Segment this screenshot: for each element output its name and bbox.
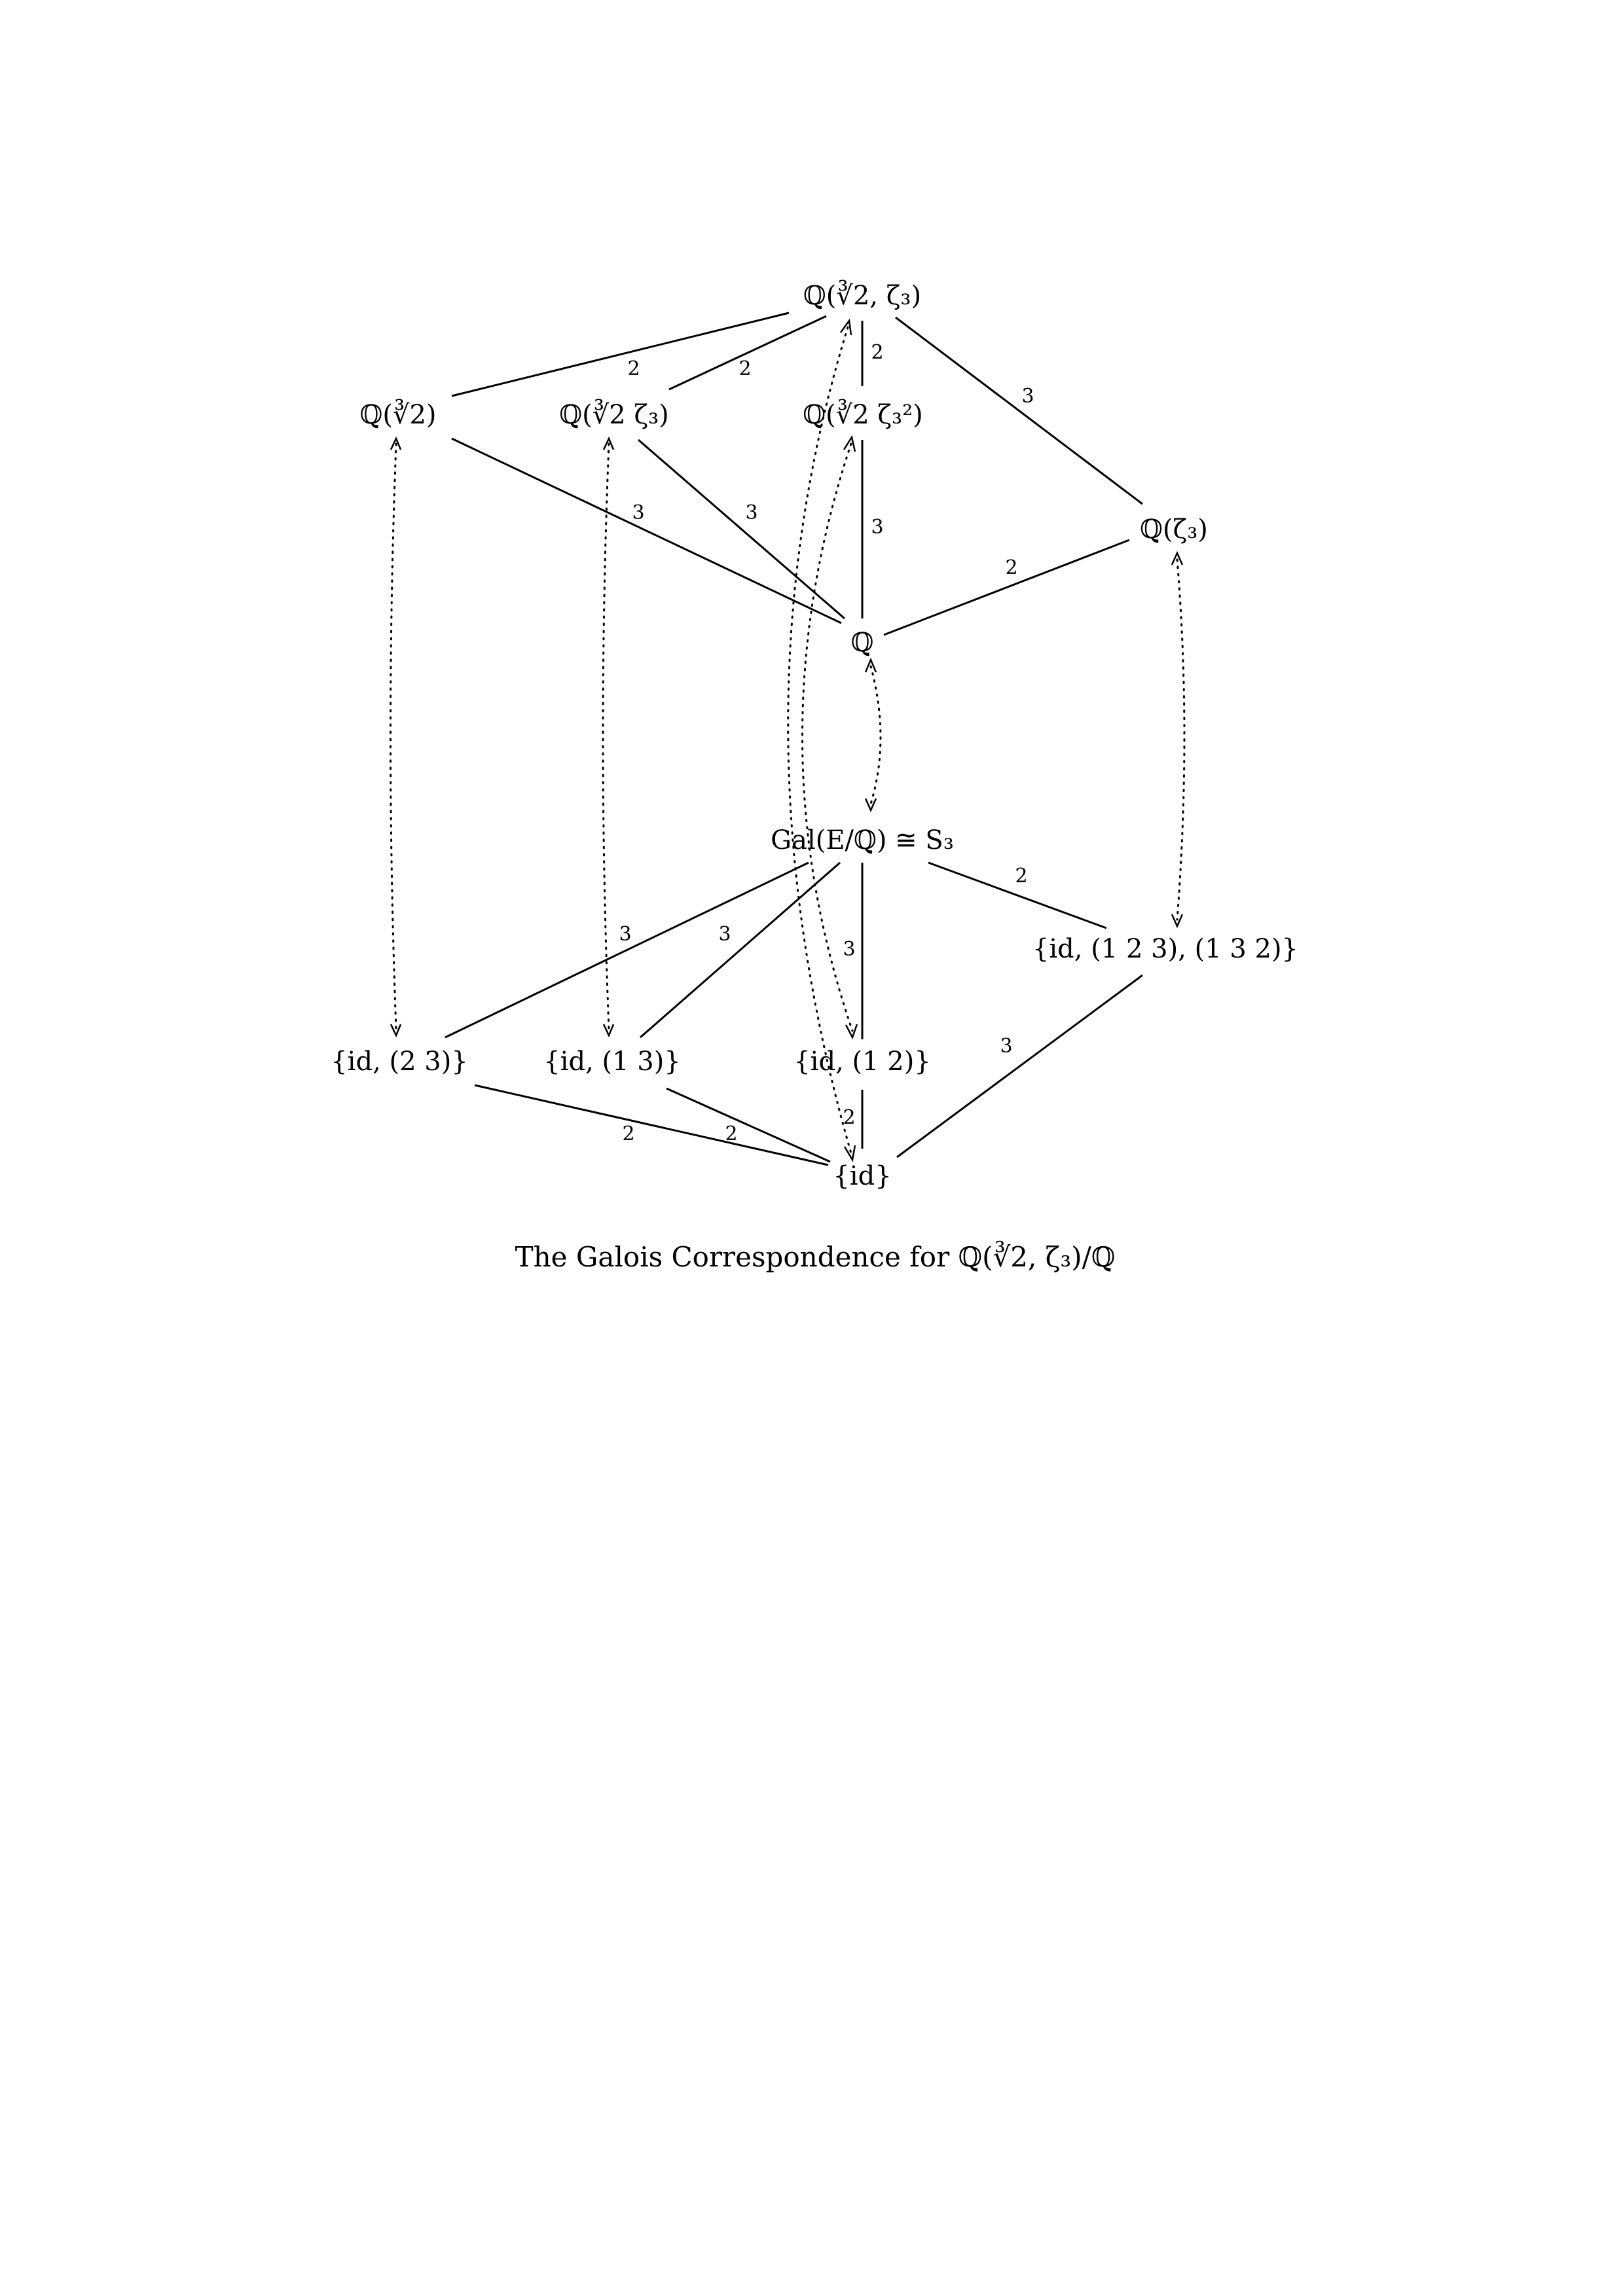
degree-label: 2 [739,357,752,380]
edge-g13-triv [666,1088,830,1162]
degree-label: 2 [622,1122,635,1145]
group-lattice-edges [445,863,1142,1165]
arrowhead-up-icon [841,321,851,335]
degree-label: 2 [627,357,640,380]
group-full-node: Gal(E/ℚ) ≅ S₃ [771,825,954,855]
degree-label: 2 [1015,865,1028,888]
group-trivial-node: {id} [833,1161,892,1191]
degree-labels [619,341,1034,1145]
field-cbrt2-zeta-node: ℚ(∛2 ζ₃) [559,400,669,430]
group-g23-node: {id, (2 3)} [331,1047,468,1077]
corr-cbrt2-g23 [391,444,397,1029]
edge-a3-triv [897,975,1142,1157]
degree-label: 3 [632,501,645,524]
edge-top-cbrt2 [452,313,789,396]
degree-label: 3 [871,516,884,539]
edge-zeta-base [884,540,1129,635]
edge-g23-triv [475,1085,828,1165]
degree-label: 3 [718,923,731,946]
edge-top-zeta [896,317,1142,504]
arrowhead-up-icon [844,437,855,452]
group-nodes [331,825,1298,1191]
figure-caption: The Galois Correspondence for ℚ(∛2, ζ₃)/ℚ [515,1241,1116,1273]
field-zeta-node: ℚ(ζ₃) [1140,514,1208,545]
degree-label: 3 [843,938,856,961]
field-top-node: ℚ(∛2, ζ₃) [803,281,922,311]
degree-label: 2 [843,1106,856,1129]
field-cbrt2-zeta2-node: ℚ(∛2 ζ₃²) [803,400,923,430]
corr-base-full [871,666,881,804]
field-base-node: ℚ [850,628,874,658]
arrowhead-down-icon [866,798,876,810]
field-cbrt2-node: ℚ(∛2) [359,400,437,430]
degree-label: 3 [619,923,632,946]
field-lattice-edges [452,313,1142,635]
arrowhead-down-icon [845,1145,855,1160]
corr-top-trivial [788,327,851,1153]
degree-label: 3 [745,501,758,524]
group-g13-node: {id, (1 3)} [543,1047,681,1077]
degree-label: 3 [1000,1035,1013,1058]
group-g12-node: {id, (1 2)} [793,1047,931,1077]
corr-zeta-a3 [1177,560,1184,920]
degree-label: 3 [1021,385,1034,408]
degree-label: 2 [1005,556,1018,579]
corr-cbrt2zeta-g13 [603,444,609,1029]
group-a3-node: {id, (1 2 3), (1 3 2)} [1032,934,1299,964]
edge-full-g23 [445,863,809,1037]
degree-label: 2 [871,341,884,364]
degree-label: 2 [725,1122,738,1145]
edge-cbrt2-base [452,439,841,623]
edge-full-g13 [640,863,840,1037]
